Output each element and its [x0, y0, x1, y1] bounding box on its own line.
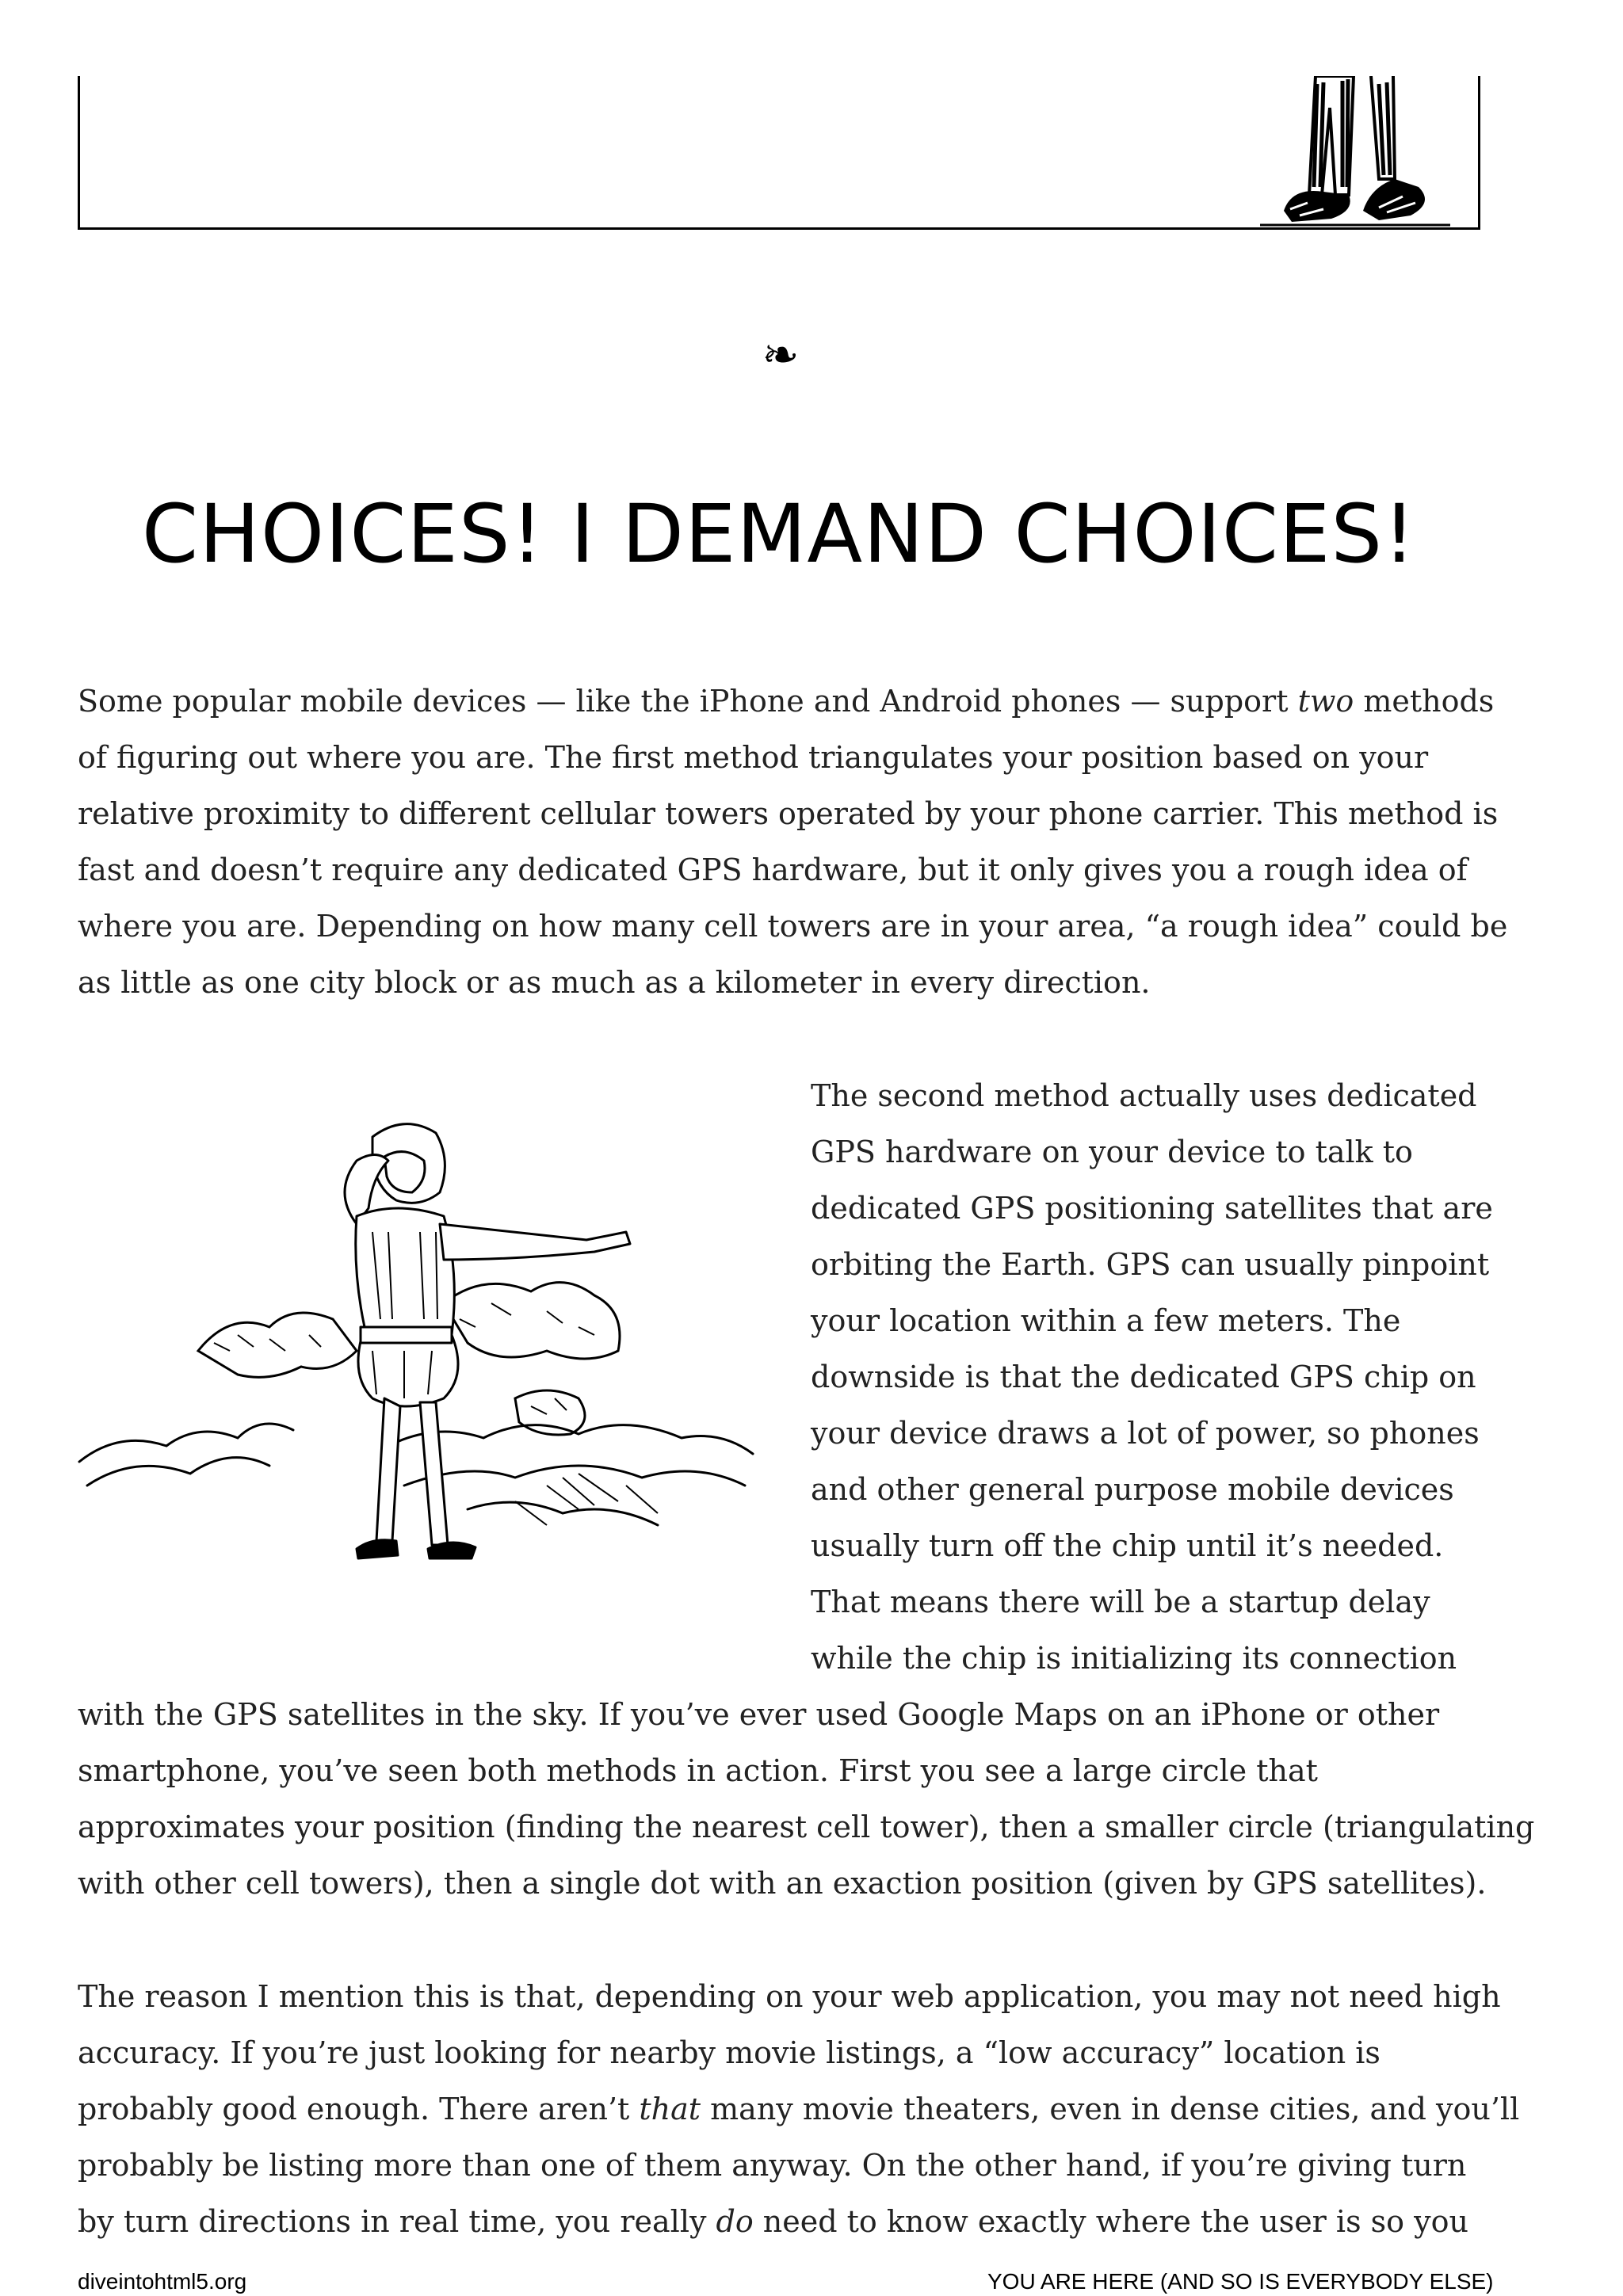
paragraph-line: dedicated GPS positioning satellites that are	[811, 1191, 1493, 1226]
paragraph-line: usually turn off the chip until it’s needed.	[811, 1528, 1444, 1563]
footer-site-url: diveintohtml5.org	[78, 2269, 247, 2294]
paragraph-line: probably good enough. There aren’t that many movie theaters, even in dense cities, and you’ll	[78, 2092, 1520, 2126]
paragraph-line: while the chip is initializing its connection	[811, 1641, 1457, 1676]
paragraph-line: downside is that the dedicated GPS chip on	[811, 1360, 1476, 1394]
paragraph-line: accuracy. If you’re just looking for nearby movie listings, a “low accuracy” location is	[78, 2035, 1381, 2070]
paragraph-line: That means there will be a startup delay	[811, 1585, 1430, 1619]
emphasis: do	[716, 2204, 754, 2239]
paragraph-line: with other cell towers), then a single dot with an exaction position (given by GPS satellites).	[78, 1866, 1487, 1901]
paragraph-line: The second method actually uses dedicated	[811, 1078, 1477, 1113]
paragraph-line: your device draws a lot of power, so phones	[811, 1416, 1480, 1451]
paragraph-line: your location within a few meters. The	[811, 1303, 1401, 1338]
paragraph-line: orbiting the Earth. GPS can usually pinpoint	[811, 1247, 1490, 1282]
paragraph-line: of figuring out where you are. The first method triangulates your position based on your	[78, 740, 1429, 775]
paragraph-line: probably be listing more than one of them anyway. On the other hand, if you’re giving turn	[78, 2148, 1467, 2183]
paragraph-line: Some popular mobile devices — like the iPhone and Android phones — support two methods	[78, 684, 1495, 719]
emphasis: that	[639, 2092, 701, 2126]
paragraph-accuracy-choice	[78, 1969, 1520, 2250]
standing-figure-feet-illustration	[1260, 76, 1466, 231]
paragraph-line: fast and doesn’t require any dedicated GPS hardware, but it only gives you a rough idea of	[78, 852, 1468, 887]
paragraph-line: by turn directions in real time, you really do need to know exactly where the user is so you	[78, 2204, 1468, 2239]
section-heading: CHOICES! I DEMAND CHOICES!	[141, 487, 1417, 582]
paragraph-line: smartphone, you’ve seen both methods in action. First you see a large circle that	[78, 1753, 1318, 1788]
fleuron-divider: ❧	[762, 330, 800, 381]
paragraph-line: with the GPS satellites in the sky. If you’ve ever used Google Maps on an iPhone or other	[78, 1697, 1440, 1732]
paragraph-line: GPS hardware on your device to talk to	[811, 1135, 1413, 1169]
paragraph-line: as little as one city block or as much as a kilometer in every direction.	[78, 965, 1151, 1000]
paragraph-line: and other general purpose mobile devices	[811, 1472, 1454, 1507]
paragraph-line: approximates your position (finding the nearest cell tower), then a smaller circle (triangulating	[78, 1810, 1535, 1844]
paragraph-cell-tower-method	[78, 673, 1508, 1011]
paragraph-line: The reason I mention this is that, depending on your web application, you may not need high	[78, 1979, 1501, 2014]
pointing-traveler-illustration	[71, 1113, 761, 1604]
paragraph-line: relative proximity to different cellular towers operated by your phone carrier. This method is	[78, 796, 1499, 831]
emphasis: two	[1297, 684, 1354, 719]
paragraph-line: where you are. Depending on how many cell towers are in your area, “a rough idea” could be	[78, 909, 1508, 944]
footer-chapter-title: YOU ARE HERE (AND SO IS EVERYBODY ELSE)	[987, 2269, 1494, 2294]
